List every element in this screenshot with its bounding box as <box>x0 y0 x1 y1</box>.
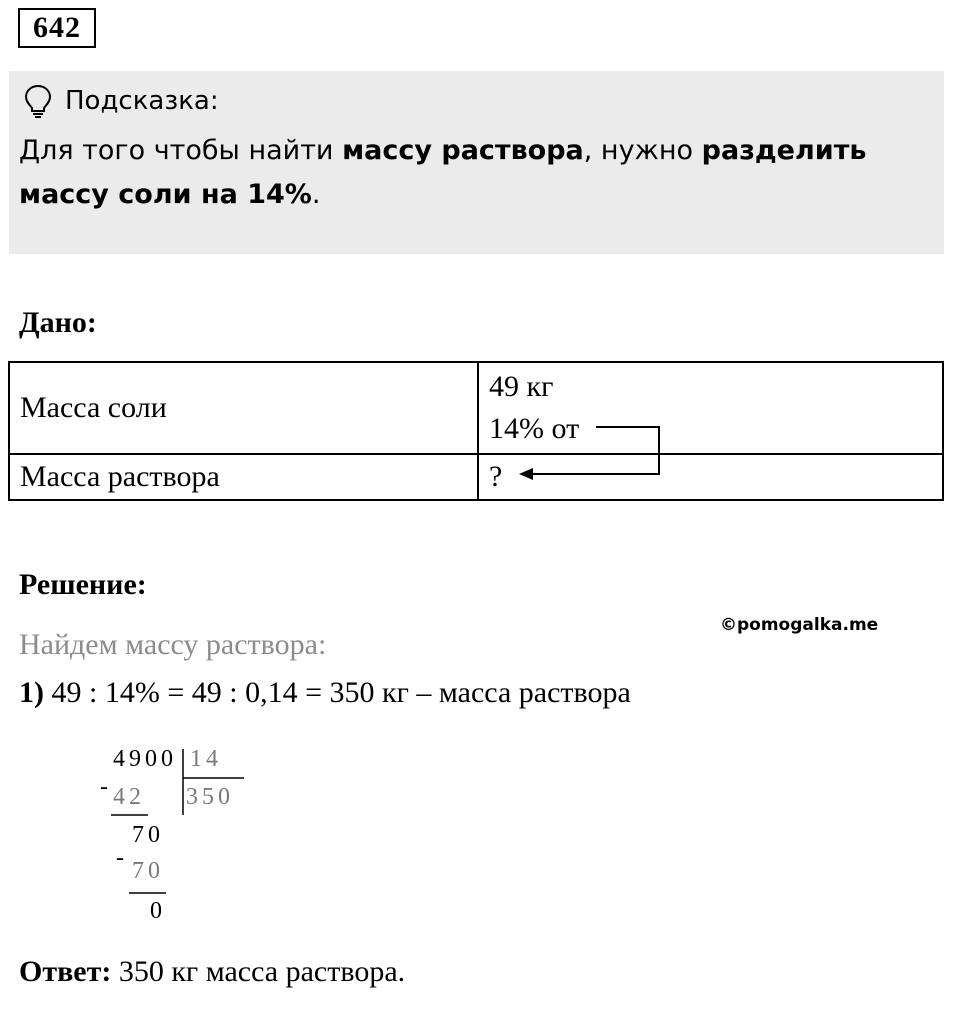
given-heading: Дано: <box>19 306 97 339</box>
subtrahend-2: 70 <box>132 858 164 884</box>
minus-sign: - <box>116 845 128 871</box>
hint-text-part: , нужно <box>583 135 702 166</box>
hint-text <box>19 129 919 217</box>
quotient: 350 <box>186 784 234 810</box>
subtrahend-1: 42 <box>113 784 145 810</box>
given-label: Масса раствора <box>9 454 478 500</box>
step-text: 49 : 14% = 49 : 0,14 = 350 кг – масса раствора <box>44 676 631 709</box>
lightbulb-icon <box>23 84 53 118</box>
hint-bold-part: массу раствора <box>342 135 584 166</box>
step-number: 1) <box>19 676 44 709</box>
given-value-cell <box>478 362 943 454</box>
given-value: 14% от <box>489 412 580 445</box>
watermark: ©pomogalka.me <box>720 615 879 635</box>
problem-number: 642 <box>18 8 96 48</box>
given-table <box>8 361 944 501</box>
solution-heading: Решение: <box>19 568 147 601</box>
given-value-cell <box>478 454 943 500</box>
table-row <box>9 454 943 500</box>
given-value: ? <box>489 460 503 493</box>
answer-text: 350 кг масса раствора. <box>111 955 406 988</box>
minus-sign: - <box>100 774 112 800</box>
dividend: 4900 <box>113 746 177 772</box>
solution-intro: Найдем массу раствора: <box>19 628 327 661</box>
given-label: Масса соли <box>9 362 478 454</box>
table-row <box>9 362 943 454</box>
divisor: 14 <box>190 746 222 772</box>
given-value: 49 кг <box>489 370 554 403</box>
solution-step <box>19 676 631 710</box>
hint-text-part: . <box>311 179 321 210</box>
hint-header <box>23 83 219 119</box>
answer-label: Ответ: <box>19 955 112 988</box>
hint-text-part: Для того чтобы найти <box>19 135 343 166</box>
answer <box>19 955 405 989</box>
remainder-1: 70 <box>132 822 164 848</box>
hint-box <box>9 71 944 254</box>
remainder-2: 0 <box>150 898 166 924</box>
hint-title: Подсказка: <box>65 86 219 116</box>
hint-bold-part: разделить массу соли на 14% <box>19 135 867 210</box>
